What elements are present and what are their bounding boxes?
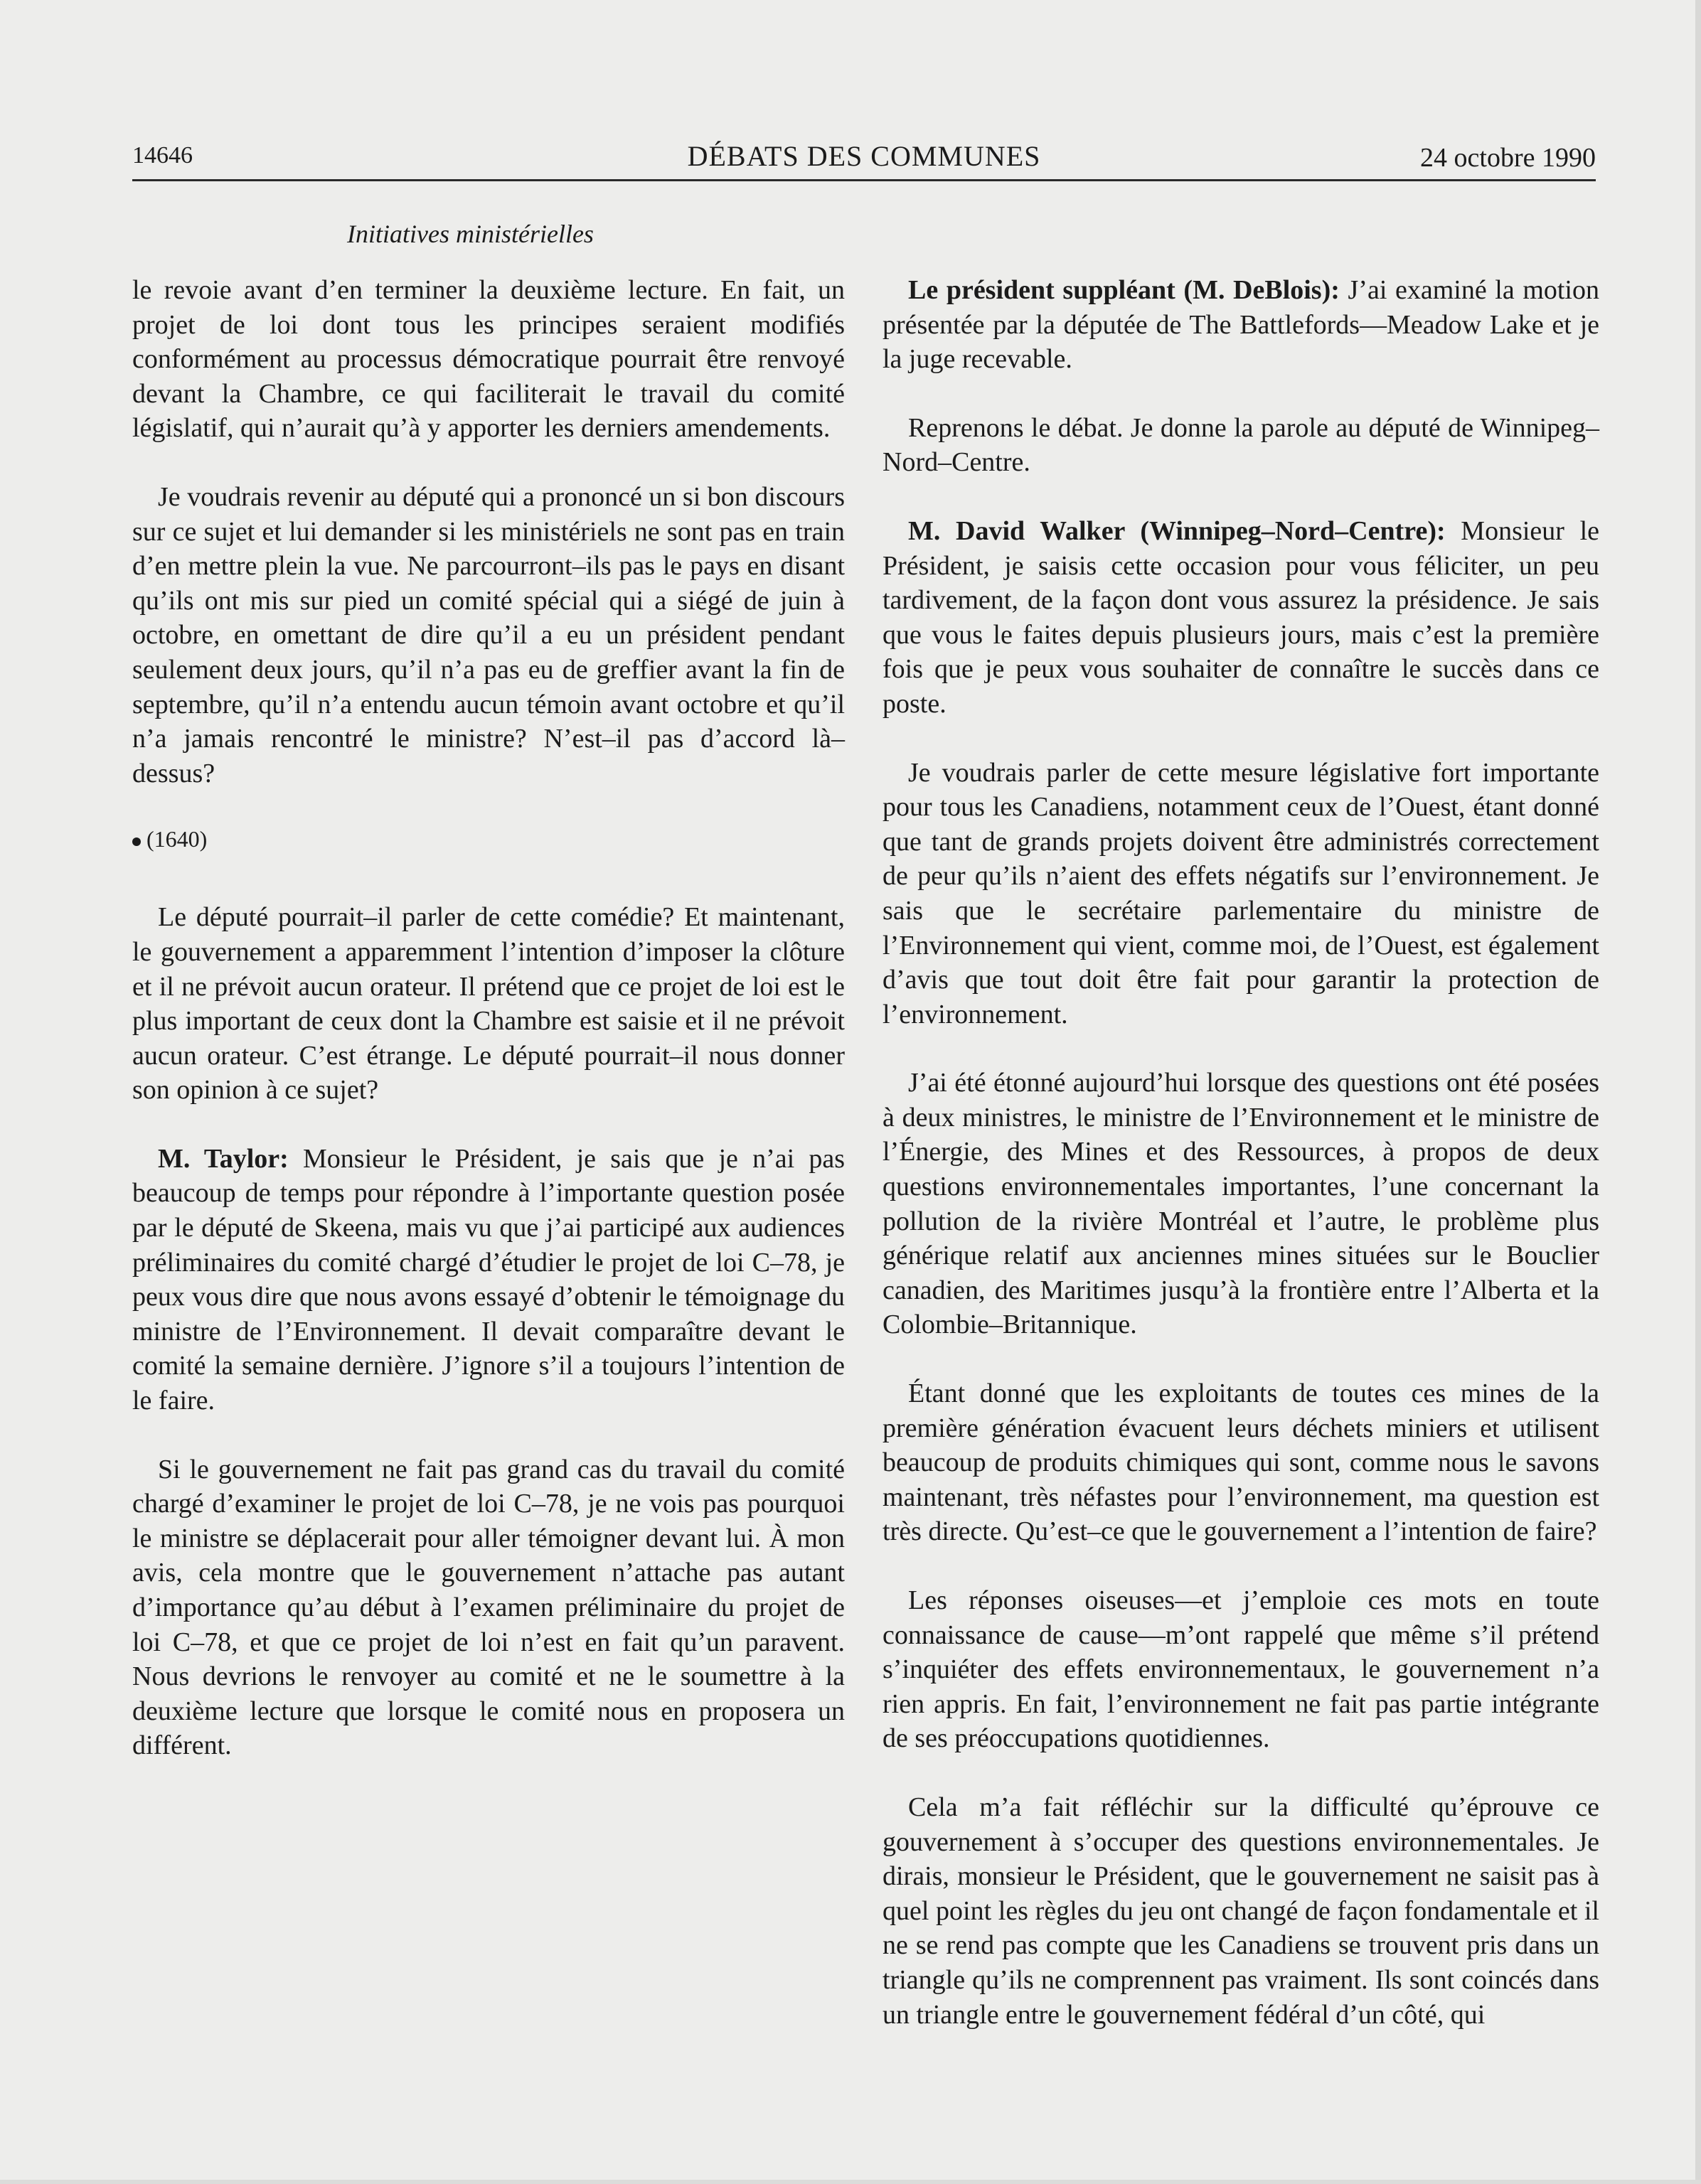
publication-date: 24 octobre 1990 — [1420, 143, 1596, 173]
paragraph-text: Reprenons le débat. Je donne la parole au député de Winnipeg–Nord–Centre. — [883, 412, 1599, 478]
paragraph-text: Si le gouvernement ne fait pas grand cas du travail du comité chargé d’examiner le projet de loi C–78, je ne vois pas pourquoi le ministre se déplacerait pour aller témoigner devant lui. À mon avis, cela montre que le gouvernement n’attache pas autant d’importance qu’au début à l’examen préliminaire du projet de loi C–78, et que ce projet de loi n’est en fait qu’un paravent. Nous devrions le renvoyer au comité et ne le soumettre à la deuxième lecture que lorsque le comité nous en proposera un différent. — [132, 1454, 845, 1761]
body-paragraph — [883, 1066, 1599, 1342]
speaker-name: M. Taylor: — [158, 1143, 289, 1174]
body-paragraph — [132, 273, 845, 446]
body-paragraph — [883, 1790, 1599, 2032]
paragraph-text: Monsieur le Président, je sais que je n’ai pas beaucoup de temps pour répondre à l’importante question posée par le député de Skeena, mais vu que j’ai participé aux audiences préliminaires du comité chargé d’étudier le projet de loi C–78, je peux vous dire que nous avons essayé d’obtenir le témoignage du ministre de l’Environnement. Il devait comparaître devant le comité la semaine dernière. J’ignore s’il a toujours l’intention de le faire. — [132, 1143, 845, 1416]
body-paragraph — [132, 900, 845, 1108]
paragraph-text: Les réponses oiseuses—et j’emploie ces mots en toute connaissance de cause—m’ont rappelé que même s’il prétend s’inquiéter des effets environnementaux, le gouvernement n’a rien appris. En fait, l’environnement ne fait pas partie intégrante de ses préoccupations quotidiennes. — [883, 1585, 1599, 1754]
left-column — [132, 273, 845, 1797]
body-paragraph — [883, 1583, 1599, 1756]
body-paragraph — [132, 480, 845, 791]
body-paragraph — [883, 411, 1599, 480]
paragraph-text: Je voudrais parler de cette mesure législative fort importante pour tous les Canadiens, notamment ceux de l’Ouest, étant donné que tant de grands projets doivent être administrés correctement de peur qu’ils n’aient des effets négatifs sur l’environnement. Je sais que le secrétaire parlementaire du ministre de l’Environnement qui vient, comme moi, de l’Ouest, est également d’avis que tout doit être fait pour garantir la protection de l’environnement. — [883, 757, 1599, 1029]
timestamp-marker — [132, 825, 845, 853]
paragraph-text: Étant donné que les exploitants de toutes ces mines de la première génération évacuent leurs déchets miniers et utilisent beaucoup de produits chimiques qui sont, comme nous le savons maintenant, très néfastes pour l’environnement, ma question est très directe. Qu’est–ce que le gouvernement a l’intention de faire? — [883, 1379, 1599, 1547]
page-number: 14646 — [132, 142, 193, 168]
header-rule — [132, 179, 1596, 181]
paragraph-text: Monsieur le Président, je saisis cette occasion pour vous féliciter, un peu tardivement, de la façon dont vous assurez la présidence. Je sais que vous le faites depuis plusieurs jours, mais c’est la première fois que je peux vous souhaiter de connaître le succès dans ce poste. — [883, 515, 1600, 719]
speaker-name: M. David Walker (Winnipeg–Nord–Centre): — [908, 515, 1446, 546]
paragraph-text: Le député pourrait–il parler de cette comédie? Et maintenant, le gouvernement a apparemment l’intention d’imposer la clôture et il ne prévoit aucun orateur. Il prétend que ce projet de loi est le plus important de ceux dont la Chambre est saisie et il ne prévoit aucun orateur. C’est étrange. Le député pourrait–il nous donner son opinion à ce sujet? — [132, 902, 845, 1106]
running-header — [132, 139, 1596, 176]
section-heading: Initiatives ministérielles — [347, 220, 594, 248]
right-column — [883, 273, 1599, 2066]
speaker-name: Le président suppléant (M. DeBlois): — [908, 275, 1340, 305]
body-paragraph — [132, 1452, 845, 1763]
body-paragraph — [883, 1376, 1599, 1549]
speech-paragraph — [883, 514, 1599, 722]
scan-edge — [1695, 0, 1701, 2184]
paragraph-text: le revoie avant d’en terminer la deuxième lecture. En fait, un projet de loi dont tous les principes seraient modifiés conformément au processus démocratique pourrait être renvoyé devant la Chambre, ce qui faciliterait le travail du comité législatif, qui n’aurait qu’à y apporter les derniers amendements. — [132, 275, 845, 444]
paragraph-text: Cela m’a fait réfléchir sur la difficulté qu’éprouve ce gouvernement à s’occuper des questions environnementales. Je dirais, monsieur le Président, que le gouvernement ne saisit pas à quel point les règles du jeu ont changé de façon fondamentale et il ne se rend pas compte que les Canadiens se trouvent pris dans un triangle qu’ils ne comprennent pas vraiment. Ils sont coincés dans un triangle entre le gouvernement fédéral d’un côté, qui — [883, 1792, 1599, 2030]
timestamp-text: (1640) — [146, 826, 208, 852]
paragraph-text: J’ai examiné la motion présentée par la députée de The Battlefords—Meadow Lake et je la juge recevable. — [883, 275, 1599, 375]
speech-paragraph — [883, 273, 1599, 377]
bullet-icon — [132, 837, 141, 846]
publication-title: DÉBATS DES COMMUNES — [687, 140, 1041, 172]
paragraph-text: Je voudrais revenir au député qui a prononcé un si bon discours sur ce sujet et lui demander si les ministériels ne sont pas en train d’en mettre plein la vue. Ne parcourront–ils pas le pays en disant qu’ils ont mis sur pied un comité spécial qui a siégé de juin à octobre, en omettant de dire qu’il a eu un président pendant seulement deux jours, qu’il n’a pas eu de greffier avant la fin de septembre, qu’il n’a entendu aucun témoin avant octobre et qu’il n’a jamais rencontré le ministre? N’est–il pas d’accord là–dessus? — [132, 481, 845, 788]
body-paragraph — [883, 756, 1599, 1032]
paragraph-text: J’ai été étonné aujourd’hui lorsque des questions ont été posées à deux ministres, le ministre de l’Environnement et le ministre de l’Énergie, des Mines et des Ressources, à propos de deux questions environnementales importantes, l’une concernant la pollution de la rivière Montréal et l’autre, le problème plus générique relatif aux anciennes mines situées sur le Bouclier canadien, des Maritimes jusqu’à la frontière entre l’Alberta et la Colombie–Britannique. — [883, 1068, 1599, 1340]
scan-edge — [0, 2180, 1701, 2184]
speech-paragraph — [132, 1142, 845, 1418]
